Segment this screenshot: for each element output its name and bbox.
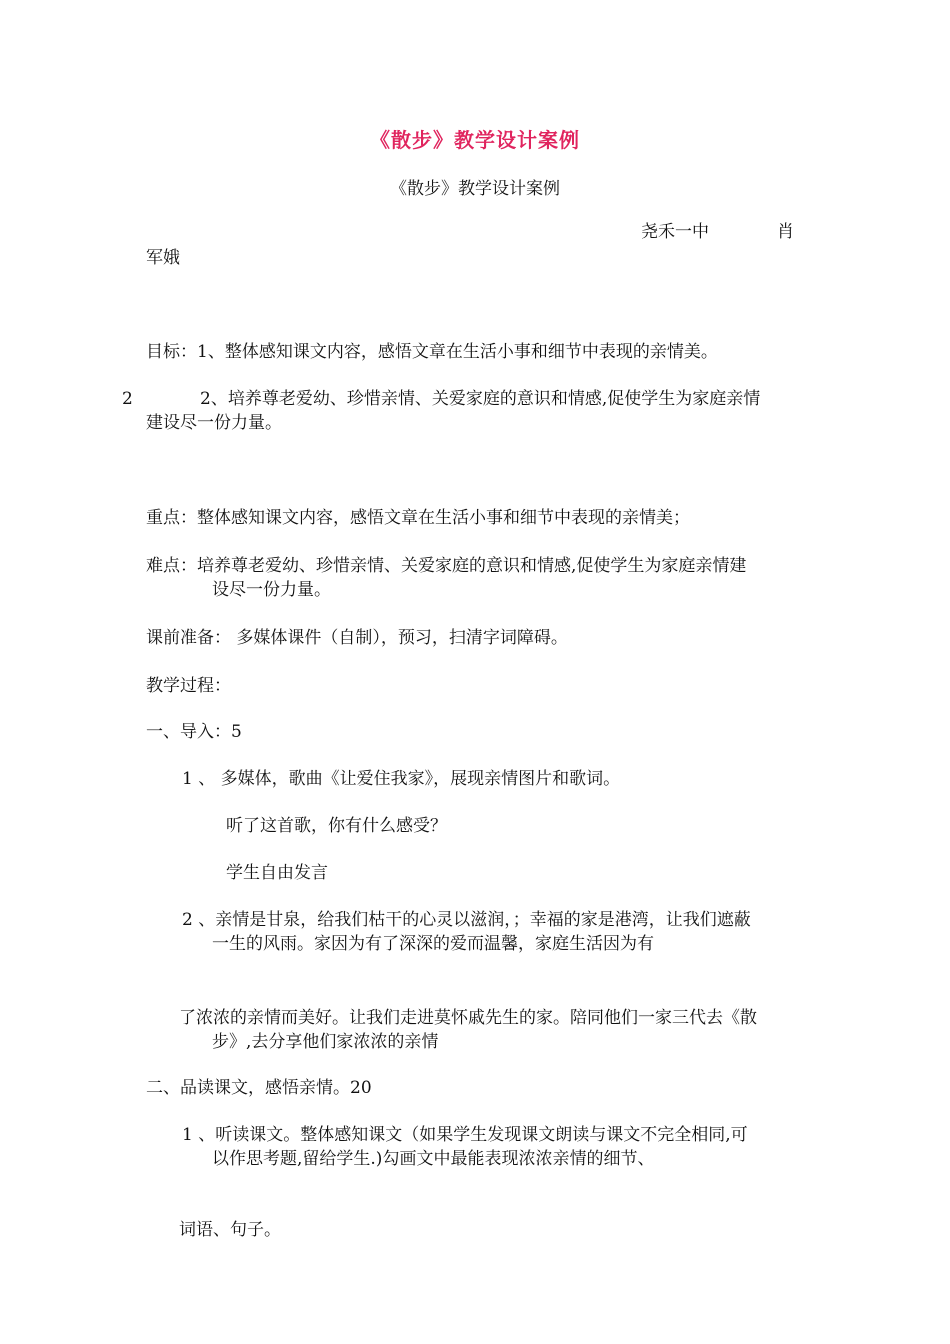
school-name: 尧禾一中 bbox=[641, 222, 709, 242]
author-first-char: 肖 bbox=[777, 222, 794, 242]
section-1-heading: 一、导入：5 bbox=[146, 722, 242, 742]
objective-2-line1: 2、培养尊老爱幼、珍惜亲情、关爱家庭的意识和情感,促使学生为家庭亲情 bbox=[200, 389, 761, 409]
key-point: 重点：整体感知课文内容，感悟文章在生活小事和细节中表现的亲情美； bbox=[146, 508, 690, 528]
s1-item-2-line1: 2 、亲情是甘泉，给我们枯干的心灵以滋润，；幸福的家是港湾，让我们遮蔽 bbox=[182, 910, 751, 930]
objective-2-marker: 2 bbox=[122, 389, 133, 409]
s2-item-1-line1: 1 、听读课文。整体感知课文（如果学生发现课文朗读与课文不完全相同,可 bbox=[182, 1125, 748, 1145]
difficulty-line2: 设尽一份力量。 bbox=[212, 580, 331, 600]
s2-item-1-line3: 词语、句子。 bbox=[179, 1220, 281, 1240]
s1-item-2-line2: 一生的风雨。家因为有了深深的爱而温馨，家庭生活因为有 bbox=[212, 934, 654, 954]
section-2-heading: 二、品读课文，感悟亲情。20 bbox=[146, 1078, 372, 1098]
s1-item-1: 1 、 多媒体，歌曲《让爱住我家》，展现亲情图片和歌词。 bbox=[182, 769, 621, 789]
author-rest: 军娥 bbox=[146, 248, 180, 268]
s1-item-2-line3: 了浓浓的亲情而美好。让我们走进莫怀戚先生的家。陪同他们一家三代去《散 bbox=[179, 1008, 757, 1028]
objective-1: 目标：1、整体感知课文内容，感悟文章在生活小事和细节中表现的亲情美。 bbox=[146, 342, 718, 362]
document-subtitle: 《散步》教学设计案例 bbox=[390, 179, 560, 199]
objective-2-line2: 建设尽一份力量。 bbox=[146, 413, 282, 433]
difficulty-line1: 难点：培养尊老爱幼、珍惜亲情、关爱家庭的意识和情感,促使学生为家庭亲情建 bbox=[146, 556, 747, 576]
process-heading: 教学过程： bbox=[146, 676, 231, 696]
s1-answer: 学生自由发言 bbox=[226, 863, 328, 883]
preparation: 课前准备： 多媒体课件（自制），预习，扫清字词障碍。 bbox=[146, 628, 568, 648]
document-title: 《散步》教学设计案例 bbox=[370, 128, 580, 152]
s2-item-1-line2: 以作思考题,留给学生.)勾画文中最能表现浓浓亲情的细节、 bbox=[212, 1149, 655, 1169]
s1-item-2-line4: 步》,去分享他们家浓浓的亲情 bbox=[212, 1032, 439, 1052]
s1-question: 听了这首歌，你有什么感受？ bbox=[226, 816, 447, 836]
